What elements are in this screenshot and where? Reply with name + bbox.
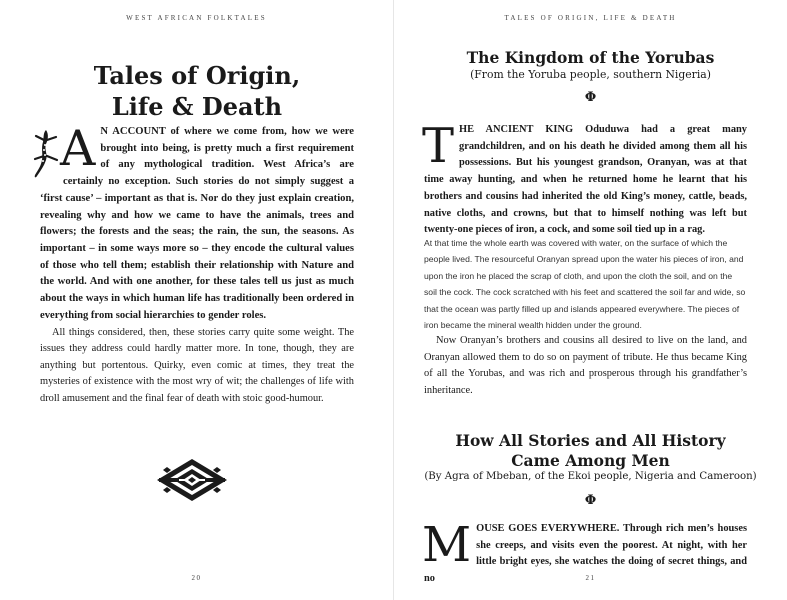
intro-lead-text: N ACCOUNT of where we come from, how we were brought into being, is pretty much a first requirement of any mythological tradition. West Africa’s are certainly no exception. Such stories do not simply suggest a ‘first cause’ – important as that is. Nor do they just explain creation, revealing why and how we came to have the animals, trees and flowers; the forests and the seas; the rain, the sun, the seasons. As important – in some ways more so – they encode the cultural values of those who tell them; establish their relationship with Nature and the world. And with one another, for these tales tell us just as much about the ways in which human life has traditionally been ordered in everything from social hierarchies to gender roles. bbox=[40, 126, 354, 321]
page-number-left: 20 bbox=[191, 574, 202, 582]
right-page bbox=[394, 0, 787, 600]
phi-ornament-icon-2: Φ bbox=[584, 493, 597, 508]
intro-lead-paragraph bbox=[40, 120, 354, 324]
chapter-title bbox=[40, 60, 354, 122]
page-number-right: 21 bbox=[585, 574, 596, 582]
chapter-title-line-1: Tales of Origin, bbox=[93, 61, 301, 90]
yoruba-paragraph-2: At that time the whole earth was covered with water, on the surface of which the people lived. The resourceful Oranyan spread upon the water his pieces of iron, and upon the iron he placed the scrap of cloth, and upon the cloth the soil, and on the soil the cock. The cock scratched with his feet and scattered the soil far and wide, so that the ocean was partly filled up and islands appeared everywhere. The pieces of iron became the mineral wealth hidden under the ground. bbox=[424, 238, 746, 331]
dropcap-t: T bbox=[422, 118, 455, 174]
left-page bbox=[0, 0, 393, 600]
tribal-diamond-ornament bbox=[157, 459, 227, 501]
running-head-left: WEST AFRICAN FOLKTALES bbox=[126, 14, 267, 22]
yoruba-lead-paragraph bbox=[422, 118, 747, 239]
dropcap-m: M bbox=[422, 517, 472, 573]
section-title-stories-line-2: Came Among Men bbox=[511, 451, 670, 470]
yoruba-body bbox=[424, 235, 747, 399]
gecko-icon bbox=[31, 128, 61, 180]
section-subtitle-stories: (By Agra of Mbeban, of the Ekoi people, Nigeria and Cameroon) bbox=[424, 471, 757, 482]
running-head-right: TALES OF ORIGIN, LIFE & DEATH bbox=[504, 14, 677, 22]
phi-ornament-icon: Φ bbox=[584, 90, 597, 105]
dropcap-a: A bbox=[60, 120, 96, 177]
section-title-stories-line-1: How All Stories and All History bbox=[455, 431, 726, 450]
intro-paragraph-2: All things considered, then, these stories carry quite some weight. The issues they address could hardly matter more. In tone, though, they are anything but portentous. Quirky, even comic at times, they treat the mysteries of existence with the most wry of wit; the challenges of life with droll amusement and the final fear of death with stoic good-humour. bbox=[40, 327, 354, 404]
yoruba-lead-text: HE ANCIENT KING Oduduwa had a great many grandchildren, and on his death he divided among them all his possessions. But his youngest grandson, Oranyan, was at that time away hunting, and when he returned home he learnt that his brothers and cousins had inherited the old King’s money, cattle, beads, native cloths, and crowns, but that to himself nothing was left but twenty-one pieces of iron, a cock, and some soil tied up in a rag. bbox=[424, 124, 747, 236]
section-subtitle-yorubas: (From the Yoruba people, southern Nigeria) bbox=[470, 68, 711, 81]
chapter-title-line-2: Life & Death bbox=[111, 92, 283, 121]
section-title-yorubas: The Kingdom of the Yorubas bbox=[466, 48, 715, 67]
stories-lead-text: OUSE GOES EVERYWHERE. Through rich men’s houses she creeps, and visits even the poorest. At night, with her little bright eyes, she watches the doing of secret things, and no bbox=[424, 523, 747, 585]
yoruba-paragraph-3: Now Oranyan’s brothers and cousins all desired to live on the land, and Oranyan allowed them to do so on payment of tribute. He thus became King of all the Yorubas, and was rich and prosperous through his grandfather’s inheritance. bbox=[424, 335, 747, 396]
